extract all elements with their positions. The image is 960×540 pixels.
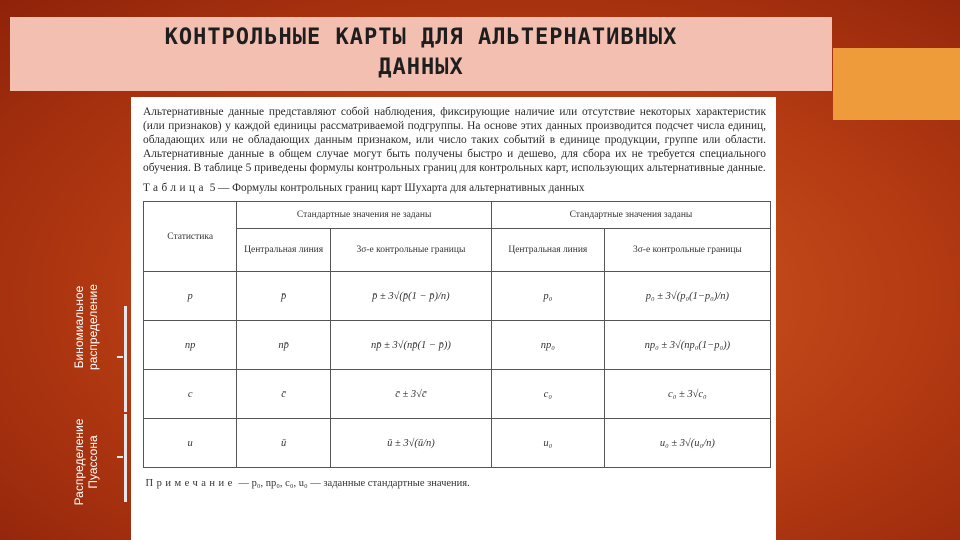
table-caption <box>143 181 766 195</box>
cell-center: np̄ <box>237 321 331 370</box>
cell-limits: p̄ ± 3√(p̄(1 − p̄)/n) <box>330 272 491 321</box>
poisson-label <box>72 410 100 514</box>
header-limits-1: 3σ-е контрольные границы <box>330 229 491 272</box>
table-note <box>144 468 771 499</box>
cell-center: c̄ <box>237 370 331 419</box>
header-limits-2: 3σ-е контрольные границы <box>604 229 770 272</box>
intro-paragraph: Альтернативные данные представляют собой наблюдения, фиксирующие наличие или отсутствие некоторых характеристик (или признаков) у каждой единицы рассматриваемой подгруппы. На основе этих данных производится подсчет числа единиц, обладающих или не обладающих данным признаком, или число таких событий в единице продукции, группе или области. Альтернативные данные в общем случае могут быть получены быстро и дешево, для сбора их не требуется специального обучения. В таблице 5 приведены формулы контрольных границ для контрольных карт, использующих альтернативные данные. <box>143 106 766 174</box>
cell-center0: p₀ <box>491 272 604 321</box>
table-caption-text: 5 — Формулы контрольных границ карт Шухарта для альтернативных данных <box>209 182 585 194</box>
binomial-label-line-1: Биномиальное <box>72 285 86 369</box>
header-statistic: Статистика <box>144 202 237 272</box>
header-center-1: Центральная линия <box>237 229 331 272</box>
cell-limits: np̄ ± 3√(np̄(1 − p̄)) <box>330 321 491 370</box>
cell-center: ū <box>237 419 331 468</box>
cell-stat: c <box>144 370 237 419</box>
document-scan <box>131 97 776 540</box>
header-center-2: Центральная линия <box>491 229 604 272</box>
poisson-bracket-line <box>124 414 127 502</box>
cell-limits: c̄ ± 3√c̄ <box>330 370 491 419</box>
control-limits-table <box>143 201 771 498</box>
header-not-given: Стандартные значения не заданы <box>237 202 492 229</box>
header-given: Стандартные значения заданы <box>491 202 770 229</box>
table-note-text: — p₀, np₀, c₀, u₀ — заданные стандартные значения. <box>238 477 470 489</box>
poisson-label-line-1: Распределение <box>72 418 86 506</box>
cell-limits0: u₀ ± 3√(u₀/n) <box>604 419 770 468</box>
cell-limits0: np₀ ± 3√(np₀(1−p₀)) <box>604 321 770 370</box>
cell-center: p̄ <box>237 272 331 321</box>
cell-stat: p <box>144 272 237 321</box>
slide-title-line-2: ДАННЫХ <box>378 55 464 80</box>
slide-title-line-1: КОНТРОЛЬНЫЕ КАРТЫ ДЛЯ АЛЬТЕРНАТИВНЫХ <box>164 25 678 50</box>
table-row <box>144 419 771 468</box>
cell-center0: u₀ <box>491 419 604 468</box>
slide-title <box>10 23 832 83</box>
table-caption-prefix: Таблица <box>143 182 207 194</box>
poisson-bracket-tick <box>117 456 123 458</box>
table-row <box>144 272 771 321</box>
accent-block <box>833 48 960 120</box>
cell-center0: c₀ <box>491 370 604 419</box>
poisson-label-line-2: Пуассона <box>86 435 100 489</box>
binomial-bracket-line <box>124 306 127 412</box>
cell-limits0: c₀ ± 3√c₀ <box>604 370 770 419</box>
table-note-prefix: Примечание <box>145 477 236 489</box>
cell-center0: np₀ <box>491 321 604 370</box>
binomial-label-line-2: распределение <box>86 284 100 370</box>
cell-stat: np <box>144 321 237 370</box>
binomial-label <box>72 262 100 392</box>
table-row <box>144 321 771 370</box>
cell-stat: u <box>144 419 237 468</box>
cell-limits0: p₀ ± 3√(p₀(1−p₀)/n) <box>604 272 770 321</box>
table-row <box>144 370 771 419</box>
binomial-bracket-tick <box>117 356 123 358</box>
slide-title-box <box>10 17 832 91</box>
cell-limits: ū ± 3√(ū/n) <box>330 419 491 468</box>
